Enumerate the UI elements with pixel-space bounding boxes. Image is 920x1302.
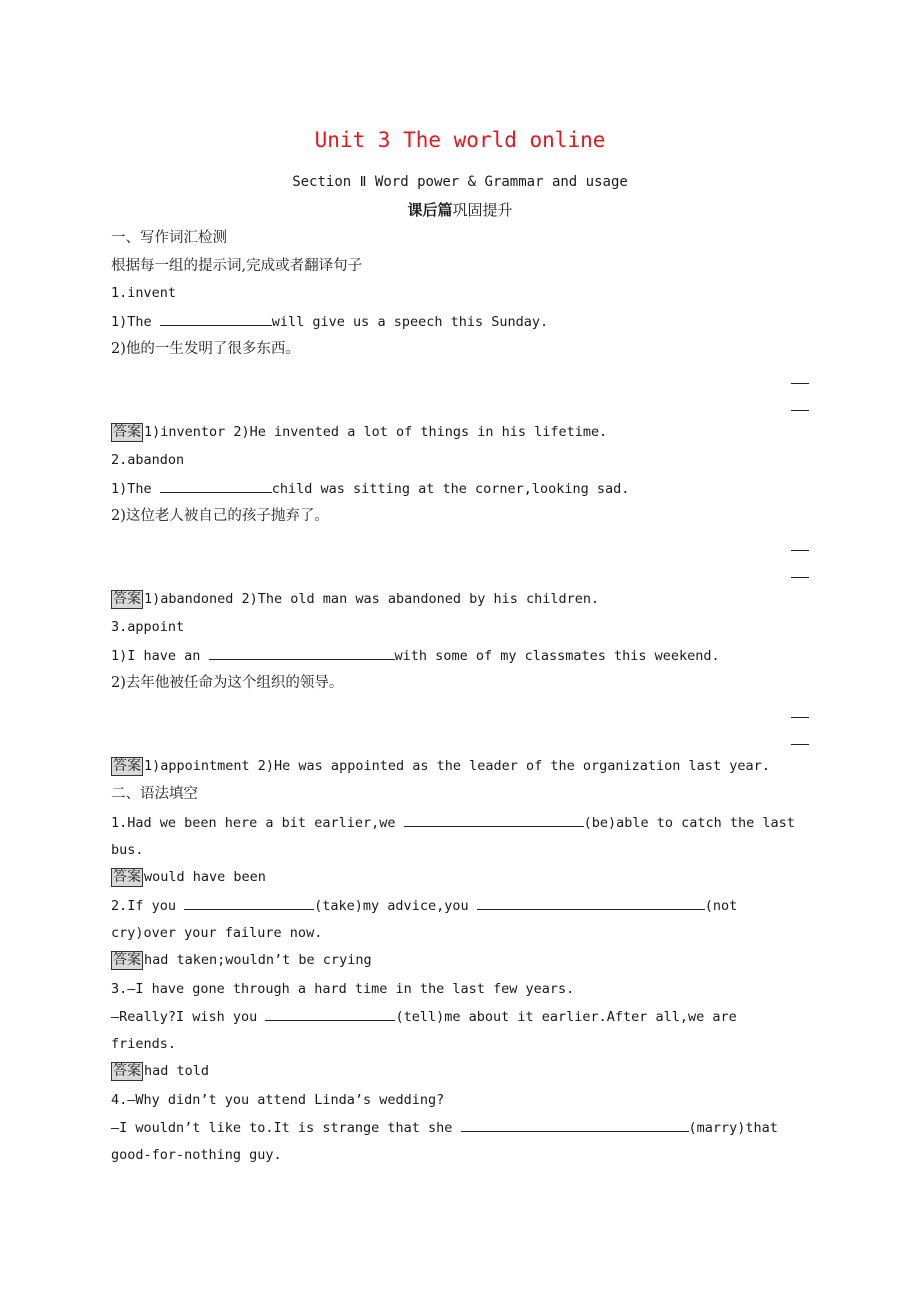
q4-line3: good-for-nothing guy. [111, 1147, 282, 1163]
item1-sentence2: 2)他的一生发明了很多东西。 [111, 341, 300, 357]
item2-word: 2.abandon [111, 452, 185, 468]
q2-text-b: (take)my advice,you [314, 898, 477, 914]
item3-s1-prefix: 1)I have an [111, 648, 209, 664]
q2-text-a: 2.If you [111, 898, 185, 914]
item3-blank[interactable] [209, 645, 395, 660]
q1-line2: bus. [111, 842, 144, 858]
q2-blank1[interactable] [184, 895, 314, 910]
after-class-bold: 课后篇 [407, 201, 453, 219]
answer-badge: 答案 [113, 869, 141, 885]
item1-answer-text: 1)inventor 2)He invented a lot of things in his lifetime. [144, 424, 608, 440]
part2-heading: 二、语法填空 [111, 786, 198, 802]
item2-answer-text: 1)abandoned 2)The old man was abandoned by his children. [144, 591, 600, 607]
item1-blank[interactable] [160, 311, 272, 326]
q3-answer-text: had told [144, 1063, 210, 1079]
q3-line2 [111, 1006, 737, 1027]
q2-answer [111, 950, 372, 970]
q3-answer [111, 1061, 209, 1081]
q1-answer [111, 867, 266, 887]
item3-s1-suffix: with some of my classmates this weekend. [394, 648, 720, 664]
answer-badge: 答案 [113, 424, 141, 440]
q4-line2 [111, 1117, 778, 1138]
answer-line[interactable] [791, 410, 809, 411]
section-subtitle: Section Ⅱ Word power & Grammar and usage [292, 174, 628, 190]
q4-blank[interactable] [461, 1117, 689, 1132]
item2-s1-suffix: child was sitting at the corner,looking sad. [271, 481, 630, 497]
q2-line1 [111, 895, 737, 916]
q2-answer-text: had taken;wouldn’t be crying [144, 952, 372, 968]
q4-text-a: —I wouldn’t like to.It is strange that she [111, 1120, 461, 1136]
answer-line[interactable] [791, 744, 809, 745]
item2-sentence1 [111, 478, 629, 499]
answer-line[interactable] [791, 383, 809, 384]
q2-line2: cry)over your failure now. [111, 925, 323, 941]
part1-heading: 一、写作词汇检测 [111, 230, 227, 246]
q4-line1: 4.—Why didn’t you attend Linda’s wedding? [111, 1092, 445, 1108]
q3-line3: friends. [111, 1036, 177, 1052]
item1-word: 1.invent [111, 285, 177, 301]
q3-line1: 3.—I have gone through a hard time in the last few years. [111, 981, 575, 997]
answer-badge: 答案 [113, 591, 141, 607]
item1-answer [111, 422, 607, 442]
item2-sentence2: 2)这位老人被自己的孩子抛弃了。 [111, 508, 329, 524]
q4-text-b: (marry)that [688, 1120, 778, 1136]
answer-line[interactable] [791, 550, 809, 551]
item3-answer-text: 1)appointment 2)He was appointed as the leader of the organization last year. [144, 758, 770, 774]
item3-sentence1 [111, 645, 720, 666]
after-class-heading [0, 200, 920, 220]
answer-line[interactable] [791, 717, 809, 718]
q1-line1 [111, 812, 795, 833]
after-class-rest: 巩固提升 [452, 201, 513, 219]
q2-blank2[interactable] [477, 895, 705, 910]
item1-sentence1 [111, 311, 548, 332]
answer-badge: 答案 [113, 758, 141, 774]
item2-s1-prefix: 1)The [111, 481, 160, 497]
q2-text-c: (not [704, 898, 738, 914]
q1-answer-text: would have been [144, 869, 266, 885]
q3-text-b: (tell)me about it earlier.After all,we are [395, 1009, 737, 1025]
answer-badge: 答案 [113, 1063, 141, 1079]
item1-s1-prefix: 1)The [111, 314, 160, 330]
item3-answer [111, 756, 770, 776]
answer-line[interactable] [791, 577, 809, 578]
q3-blank[interactable] [265, 1006, 395, 1021]
item2-answer [111, 589, 599, 609]
q3-text-a: —Really?I wish you [111, 1009, 266, 1025]
q1-text-b: (be)able to catch the last [583, 815, 795, 831]
answer-badge: 答案 [113, 952, 141, 968]
part1-instruction: 根据每一组的提示词,完成或者翻译句子 [111, 258, 363, 274]
q1-blank[interactable] [404, 812, 584, 827]
page-title: Unit 3 The world online [314, 128, 606, 152]
item2-blank[interactable] [160, 478, 272, 493]
item3-sentence2: 2)去年他被任命为这个组织的领导。 [111, 675, 344, 691]
q1-text-a: 1.Had we been here a bit earlier,we [111, 815, 404, 831]
item1-s1-suffix: will give us a speech this Sunday. [271, 314, 549, 330]
item3-word: 3.appoint [111, 619, 185, 635]
